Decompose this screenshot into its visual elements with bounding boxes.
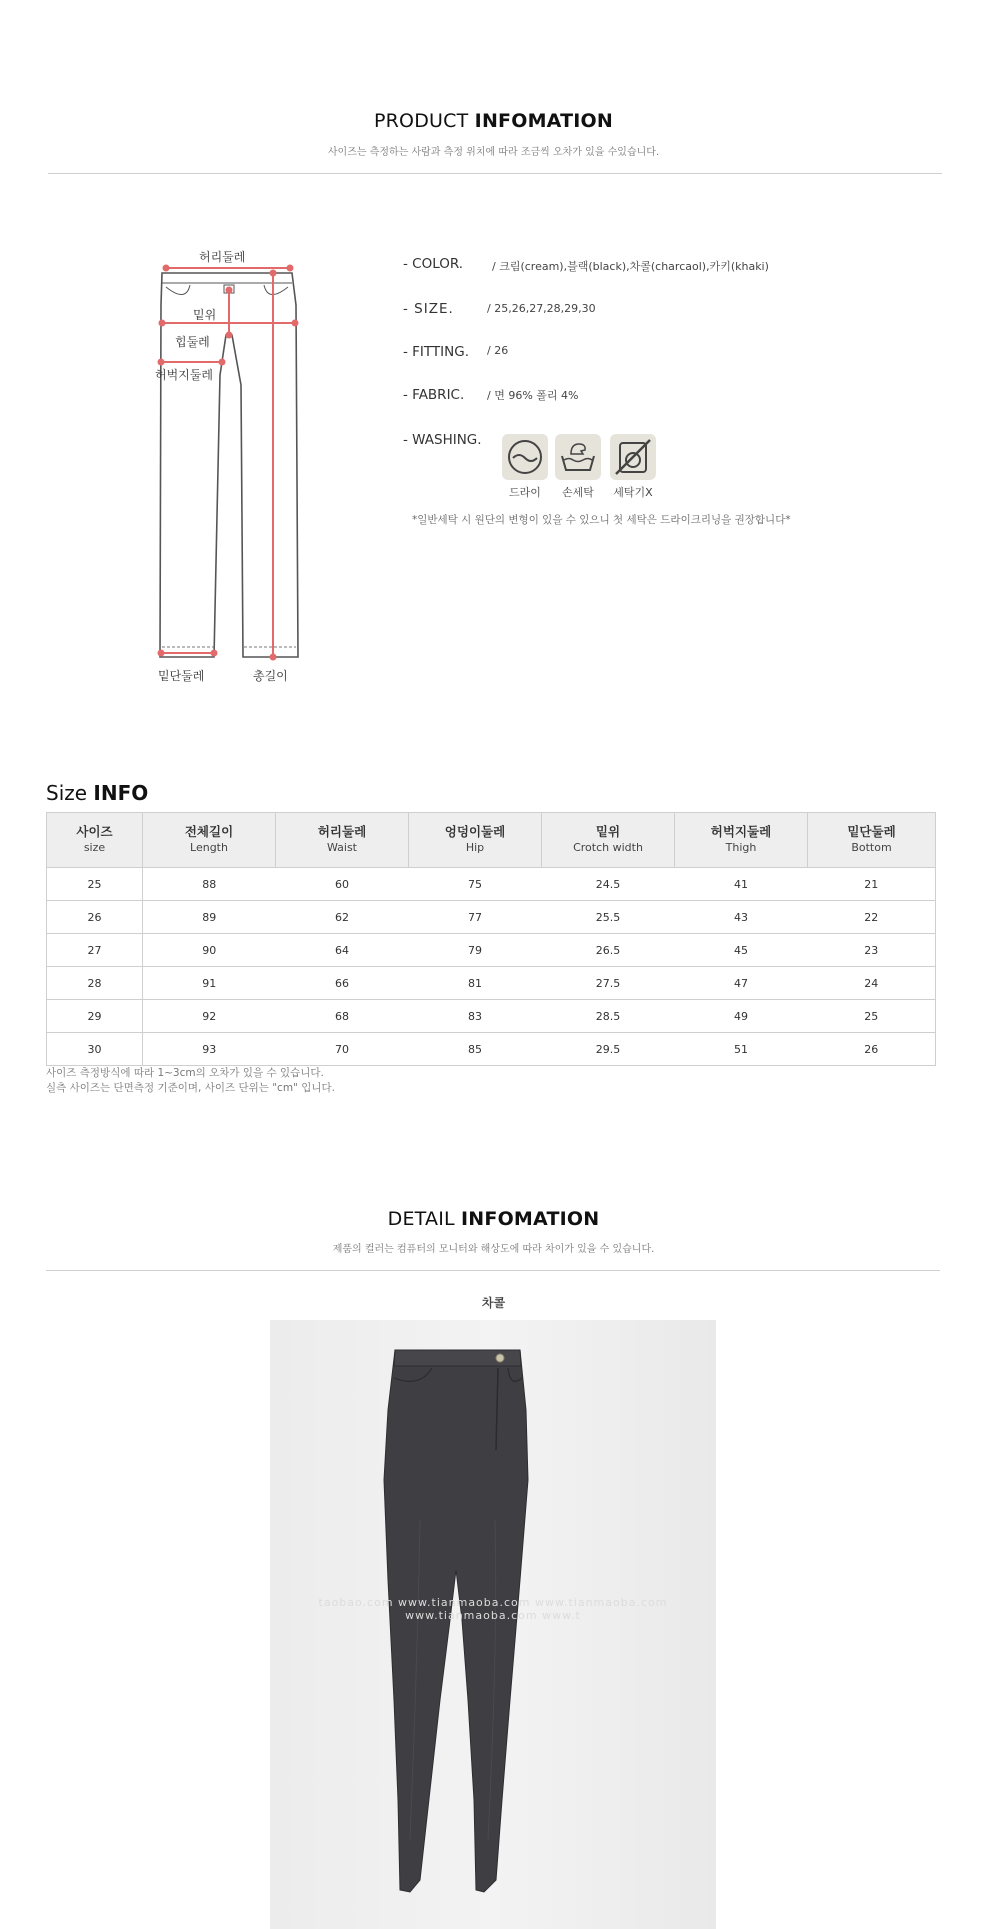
table-row: 30 93 70 85 29.5 51 26 <box>47 1033 936 1066</box>
charcoal-pants-image <box>270 1320 716 1929</box>
detail-info-subtitle: 제품의 컬러는 컴퓨터의 모니터와 해상도에 따라 차이가 있을 수 있습니다. <box>332 1244 655 1255</box>
size-info-title <box>46 781 148 805</box>
pants-measurement-diagram <box>140 245 320 675</box>
label-hem: 밑단둘레 <box>158 669 205 683</box>
product-info-title-light: PRODUCT <box>374 110 475 132</box>
product-info-title-bold: INFOMATION <box>474 110 613 132</box>
label-waist: 허리둘레 <box>199 250 246 264</box>
product-info-title <box>0 110 987 132</box>
size-note-1: 사이즈 측정방식에 따라 1~3cm의 오차가 있을 수 있습니다. <box>46 1067 324 1079</box>
size-value: / 25,26,27,28,29,30 <box>487 302 596 315</box>
detail-info-title-light: DETAIL <box>387 1208 462 1230</box>
size-info-title-light: Size <box>46 781 94 805</box>
table-row: 28 91 66 81 27.5 47 24 <box>47 967 936 1000</box>
col-length: 전체길이 Length <box>143 813 276 868</box>
detail-info-title-bold: INFOMATION <box>461 1208 600 1230</box>
dry-clean-caption: 드라이 <box>509 486 541 499</box>
size-table <box>46 812 936 1066</box>
washing-note: *일반세탁 시 원단의 변형이 있을 수 있으니 첫 세탁은 드라이크리닝을 권장합니다* <box>412 514 791 526</box>
color-name-label: 차콜 <box>481 1296 506 1310</box>
table-row: 27 90 64 79 26.5 45 23 <box>47 934 936 967</box>
col-waist: 허리둘레 Waist <box>276 813 409 868</box>
product-info-subtitle: 사이즈는 측정하는 사람과 측정 위치에 따라 조금씩 오차가 있을 수있습니다. <box>327 147 660 158</box>
table-row: 29 92 68 83 28.5 49 25 <box>47 1000 936 1033</box>
measurement-lines <box>159 266 298 660</box>
label-length: 총길이 <box>253 669 288 683</box>
watermark-text: taobao.com www.tianmaoba.com www.tianmaoba.com www.tianmaoba.com www.t <box>318 1596 668 1622</box>
no-machine-wash-caption: 세탁기X <box>613 486 653 499</box>
col-size: 사이즈 size <box>47 813 143 868</box>
size-table-header <box>47 813 936 868</box>
table-row: 26 89 62 77 25.5 43 22 <box>47 901 936 934</box>
fitting-label: - FITTING. <box>403 344 469 360</box>
divider <box>48 173 942 174</box>
label-hip: 힙둘레 <box>175 335 210 349</box>
detail-info-title <box>0 1208 987 1230</box>
fabric-value: / 면 96% 폴리 4% <box>487 389 579 402</box>
color-label: - COLOR. <box>403 256 464 272</box>
size-note-2: 실측 사이즈는 단면측정 기준이며, 사이즈 단위는 "cm" 입니다. <box>46 1082 335 1094</box>
fabric-label: - FABRIC. <box>403 387 465 403</box>
size-info-title-bold: INFO <box>93 781 149 805</box>
product-photo <box>270 1320 716 1929</box>
divider <box>46 1270 940 1271</box>
color-value: / 크림(cream),블랙(black),차콜(charcaol),카키(khaki) <box>492 260 769 273</box>
col-bottom: 밑단둘레 Bottom <box>808 813 936 868</box>
hand-wash-icon <box>555 434 601 480</box>
fitting-value: / 26 <box>487 344 509 357</box>
hand-wash-caption: 손세탁 <box>562 486 594 499</box>
table-row: 25 88 60 75 24.5 41 21 <box>47 868 936 901</box>
col-thigh: 허벅지둘레 Thigh <box>675 813 808 868</box>
label-rise: 밑위 <box>193 308 217 322</box>
dry-clean-icon <box>502 434 548 480</box>
label-thigh: 허벅지둘레 <box>155 368 213 382</box>
col-crotch: 밑위 Crotch width <box>542 813 675 868</box>
col-hip: 엉덩이둘레 Hip <box>409 813 542 868</box>
no-machine-wash-icon <box>610 434 656 480</box>
washing-label: - WASHING. <box>403 432 482 448</box>
size-label: - SIZE. <box>403 301 454 317</box>
